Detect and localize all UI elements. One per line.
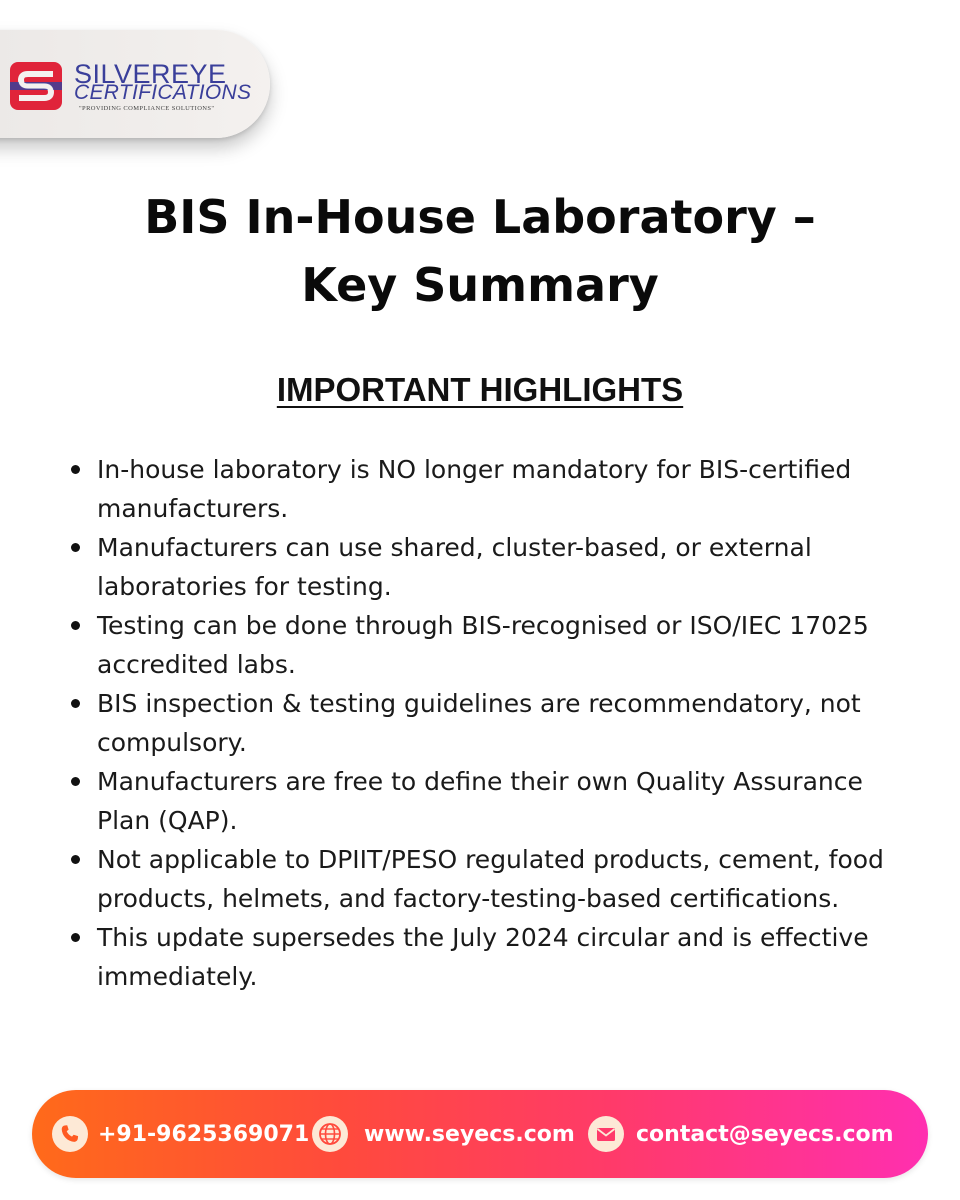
page-title-line-2: Key Summary bbox=[301, 258, 659, 312]
contact-bar bbox=[32, 1090, 928, 1178]
list-item bbox=[66, 918, 906, 996]
phone-number: +91-9625369071 bbox=[98, 1121, 310, 1147]
globe-icon bbox=[312, 1116, 348, 1152]
list-item-text: Not applicable to DPIIT/PESO regulated products, cement, food products, helmets, and factory-testing-based certifications. bbox=[97, 845, 884, 913]
list-item bbox=[66, 528, 906, 606]
list-item-text: Testing can be done through BIS-recognised or ISO/IEC 17025 accredited labs. bbox=[97, 611, 869, 679]
list-item-text: Manufacturers can use shared, cluster-based, or external laboratories for testing. bbox=[97, 533, 812, 601]
list-item bbox=[66, 840, 906, 918]
list-item-text: BIS inspection & testing guidelines are recommendatory, not compulsory. bbox=[97, 689, 861, 757]
silvereye-logo-icon bbox=[10, 62, 62, 110]
logo-name: SILVEREYE bbox=[74, 59, 227, 89]
section-heading: IMPORTANT HIGHLIGHTS bbox=[276, 371, 684, 408]
logo-subtitle: CERTIFICATIONS bbox=[74, 81, 252, 104]
bullet-icon bbox=[71, 543, 80, 552]
bullet-icon bbox=[71, 777, 80, 786]
highlights-list bbox=[66, 450, 906, 996]
bullet-icon bbox=[71, 933, 80, 942]
list-item bbox=[66, 606, 906, 684]
list-item-text: This update supersedes the July 2024 circular and is effective immediately. bbox=[97, 923, 869, 991]
list-item bbox=[66, 684, 906, 762]
phone-link[interactable] bbox=[52, 1090, 309, 1178]
list-item bbox=[66, 762, 906, 840]
bullet-icon bbox=[71, 465, 80, 474]
page-title-line-1: BIS In-House Laboratory – bbox=[144, 190, 816, 244]
email-address: contact@seyecs.com bbox=[636, 1121, 894, 1147]
website-link[interactable] bbox=[312, 1090, 575, 1178]
website-url: www.seyecs.com bbox=[364, 1121, 575, 1147]
email-link[interactable] bbox=[588, 1090, 894, 1178]
logo-tagline: "PROVIDING COMPLIANCE SOLUTIONS" bbox=[79, 105, 215, 112]
page-title bbox=[0, 183, 960, 319]
bullet-icon bbox=[71, 855, 80, 864]
phone-icon bbox=[52, 1116, 88, 1152]
bullet-icon bbox=[71, 621, 80, 630]
envelope-icon bbox=[588, 1116, 624, 1152]
list-item bbox=[66, 450, 906, 528]
list-item-text: Manufacturers are free to define their own Quality Assurance Plan (QAP). bbox=[97, 767, 863, 835]
bullet-icon bbox=[71, 699, 80, 708]
list-item-text: In-house laboratory is NO longer mandatory for BIS-certified manufacturers. bbox=[97, 455, 852, 523]
